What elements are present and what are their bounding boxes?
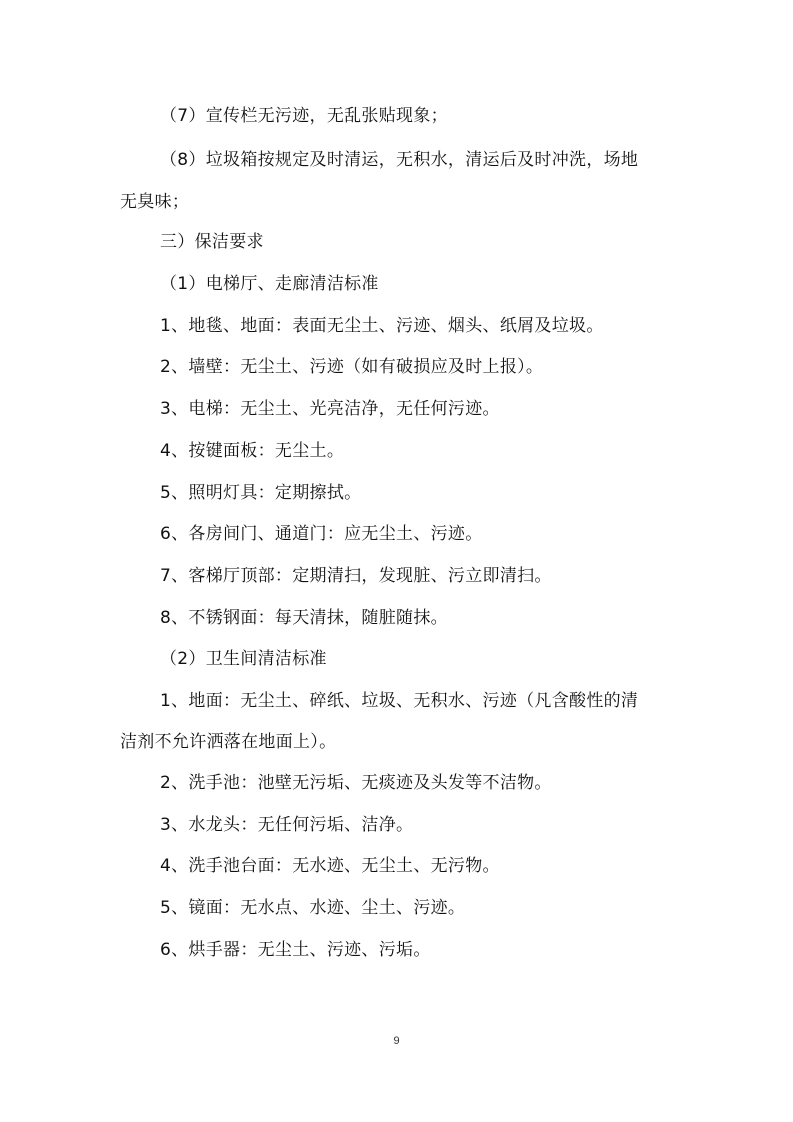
item-7: （7）宣传栏无污迹，无乱张贴现象； [160,106,448,126]
list-item: 6、各房间门、通道门：应无尘土、污迹。 [160,524,483,544]
list-item: 3、水龙头：无任何污垢、洁净。 [160,815,414,835]
list-item: 3、电梯：无尘土、光亮洁净，无任何污迹。 [160,399,500,419]
list-item: 5、镜面：无水点、水迹、尘土、污迹。 [160,898,466,918]
list-item: 8、不锈钢面：每天清抹，随脏随抹。 [160,608,448,628]
list-item-line2: 洁剂不允许洒落在地面上）。 [120,732,337,752]
list-item-line1: 1、地面：无尘土、碎纸、垃圾、无积水、污迹（凡含酸性的清 [160,691,639,711]
list-item: 5、照明灯具：定期擦拭。 [160,483,362,503]
page-number: 9 [393,1035,400,1047]
list-item: 7、客梯厅顶部：定期清扫，发现脏、污立即清扫。 [160,566,552,586]
list-item: 1、地毯、地面：表面无尘土、污迹、烟头、纸屑及垃圾。 [160,316,604,336]
subsection-title-restroom: （2）卫生间清洁标准 [160,649,327,669]
item-8-line1: （8）垃圾箱按规定及时清运，无积水，清运后及时冲洗，场地 [160,150,639,170]
list-item: 2、墙壁：无尘土、污迹（如有破损应及时上报）。 [160,357,544,377]
list-item: 4、按键面板：无尘土。 [160,441,345,461]
list-item: 2、洗手池：池壁无污垢、无痰迹及头发等不洁物。 [160,773,552,793]
section-heading: 三）保洁要求 [160,232,264,252]
list-item: 6、烘手器：无尘土、污迹、污垢。 [160,940,431,960]
subsection-title-elevator: （1）电梯厅、走廊清洁标准 [160,274,379,294]
list-item: 4、洗手池台面：无水迹、无尘土、无污物。 [160,856,500,876]
item-8-line2: 无臭味； [120,192,190,212]
